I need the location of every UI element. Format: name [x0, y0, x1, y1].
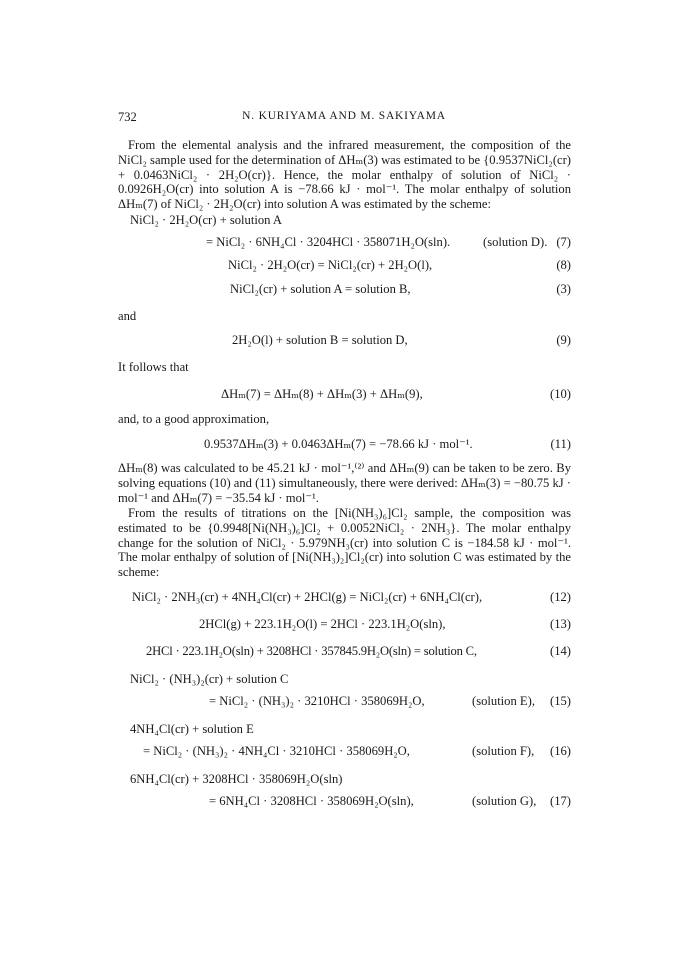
eq7-number: (7) — [556, 235, 571, 249]
eq7-solution-label: (solution D). — [483, 235, 548, 249]
eq12: NiCl₂ · 2NH₃(cr) + 4NH₄Cl(cr) + 2HCl(g) = NiCl₂(cr) + 6NH₄Cl(cr), — [132, 590, 483, 604]
eq17-solution-label: (solution G), — [472, 794, 537, 808]
eq16-solution-label: (solution F), — [472, 744, 535, 758]
eq15-rhs: = NiCl₂ · (NH₃)₂ · 3210HCl · 358069H₂O, — [209, 694, 425, 708]
eq13: 2HCl(g) + 223.1H₂O(l) = 2HCl · 223.1H₂O(sln), — [199, 617, 446, 631]
running-title: N. KURIYAMA AND M. SAKIYAMA — [242, 110, 446, 122]
eq17-number: (17) — [550, 794, 571, 808]
eq10-number: (10) — [550, 387, 571, 401]
eq16-rhs: = NiCl₂ · (NH₃)₂ · 4NH₄Cl · 3210HCl · 358069H₂O, — [143, 744, 410, 758]
eq17-lhs: 6NH₄Cl(cr) + 3208HCl · 358069H₂O(sln) — [130, 772, 343, 786]
paragraph-titration: From the results of titrations on the [Ni(NH₃)₆]Cl₂ sample, the composition was estimated to be {0.9948[Ni(NH₃)₆]Cl₂ + 0.0052NiCl₂ · 2NH₃}. The molar enthalpy change for the solution of NiCl₂ · 5.979NH₃(cr) into solution C is −184.58 kJ · mol⁻¹. The molar enthalpy of solution of [Ni(NH₃)₂]Cl₂(cr) into solution C was estimated by the scheme: — [118, 506, 571, 580]
follows-text: It follows that — [118, 360, 189, 374]
eq3: NiCl₂(cr) + solution A = solution B, — [230, 282, 411, 296]
eq15-number: (15) — [550, 694, 571, 708]
eq8: NiCl₂ · 2H₂O(cr) = NiCl₂(cr) + 2H₂O(l), — [228, 258, 433, 272]
and-word: and — [118, 309, 137, 323]
paragraph-derivation: ΔHₘ(8) was calculated to be 45.21 kJ · mol⁻¹,⁽²⁾ and ΔHₘ(9) can be taken to be zero. By solving equations (10) and (11) simultaneously, there were derived: ΔHₘ(3) = −80.75 kJ · mol⁻¹ and ΔHₘ(7) = −35.54 kJ · mol⁻¹. — [118, 461, 571, 505]
paragraph-composition: From the elemental analysis and the infrared measurement, the composition of the NiCl₂ sample used for the determination of ΔHₘ(3) was estimated to be {0.9537NiCl₂(cr) + 0.0463NiCl₂ · 2H₂O(cr)}. Hence, the molar enthalpy of solution of NiCl₂ · 0.0926H₂O(cr) into solution A is −78.66 kJ · mol⁻¹. The molar enthalpy of solution ΔHₘ(7) of NiCl₂ · 2H₂O(cr) into solution A was estimated by the scheme: — [118, 138, 571, 212]
eq3-number: (3) — [556, 282, 571, 296]
eq11-number: (11) — [550, 437, 571, 451]
eq14: 2HCl · 223.1H₂O(sln) + 3208HCl · 357845.9H₂O(sln) = solution C, — [146, 644, 477, 658]
eq17-rhs: = 6NH₄Cl · 3208HCl · 358069H₂O(sln), — [209, 794, 414, 808]
eq16-lhs: 4NH₄Cl(cr) + solution E — [130, 722, 254, 736]
page-number: 732 — [118, 110, 137, 124]
approx-text: and, to a good approximation, — [118, 412, 270, 426]
eq9: 2H₂O(l) + solution B = solution D, — [232, 333, 408, 347]
eq8-number: (8) — [556, 258, 571, 272]
page-header — [118, 110, 570, 126]
eq13-number: (13) — [550, 617, 571, 631]
eq7-rhs: = NiCl₂ · 6NH₄Cl · 3204HCl · 358071H₂O(sln). — [206, 235, 451, 249]
eq15-lhs: NiCl₂ · (NH₃)₂(cr) + solution C — [130, 672, 289, 686]
eq11: 0.9537ΔHₘ(3) + 0.0463ΔHₘ(7) = −78.66 kJ · mol⁻¹. — [204, 437, 473, 451]
eq12-number: (12) — [550, 590, 571, 604]
eq14-number: (14) — [550, 644, 571, 658]
eq7-lhs: NiCl₂ · 2H₂O(cr) + solution A — [130, 213, 282, 227]
eq9-number: (9) — [556, 333, 571, 347]
eq15-solution-label: (solution E), — [472, 694, 535, 708]
eq16-number: (16) — [550, 744, 571, 758]
eq10: ΔHₘ(7) = ΔHₘ(8) + ΔHₘ(3) + ΔHₘ(9), — [221, 387, 423, 401]
